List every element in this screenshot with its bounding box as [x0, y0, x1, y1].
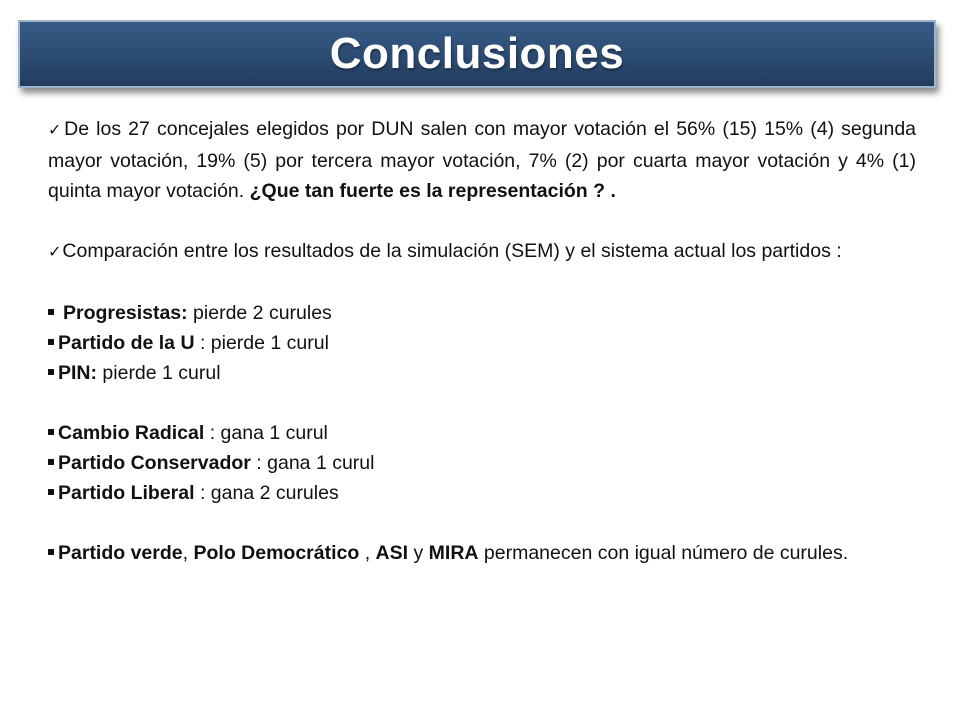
list-item-gain	[48, 448, 916, 478]
party-result: pierde 1 curul	[97, 362, 221, 384]
page-title: Conclusiones	[329, 29, 625, 78]
separator-text: y	[408, 542, 429, 564]
party-result: : gana 1 curul	[204, 422, 328, 444]
square-bullet-icon	[48, 549, 54, 555]
list-item-gain	[48, 478, 916, 508]
square-bullet-icon	[48, 339, 54, 345]
separator-text: ,	[359, 542, 376, 564]
separator-text: ,	[182, 542, 194, 564]
paragraph-votes-question: ¿Que tan fuerte es la representación ? .	[249, 180, 616, 202]
party-name: MIRA	[428, 542, 479, 564]
party-result: : pierde 1 curul	[194, 332, 329, 354]
square-bullet-icon	[48, 309, 54, 315]
paragraph-comparison-text: Comparación entre los resultados de la simulación (SEM) y el sistema actual los partidos :	[62, 240, 842, 262]
party-name: Partido Conservador	[58, 452, 251, 474]
paragraph-votes	[48, 114, 916, 206]
party-name: Cambio Radical	[58, 422, 205, 444]
title-banner	[18, 20, 936, 88]
list-item-loss	[48, 358, 916, 388]
square-bullet-icon	[48, 369, 54, 375]
party-name: Polo Democrático	[193, 542, 360, 564]
list-item-loss	[48, 298, 916, 328]
paragraph-votes-text: De los 27 concejales elegidos por DUN salen con mayor votación el 56% (15) 15% (4) segunda mayor votación, 19% (5) por tercera mayor votación, 7% (2) por cuarta mayor votación y 4% (1) quinta mayor votación.	[48, 118, 917, 202]
checkmark-icon: ✓	[48, 244, 62, 261]
square-bullet-icon	[48, 459, 54, 465]
party-name: ASI	[375, 542, 409, 564]
party-result: permanecen con igual número de curules.	[478, 542, 849, 564]
square-bullet-icon	[48, 489, 54, 495]
party-name: PIN:	[58, 362, 97, 384]
party-result: : gana 1 curul	[250, 452, 375, 474]
party-result: : gana 2 curules	[194, 482, 339, 504]
party-name: Partido Liberal	[58, 482, 195, 504]
party-result: pierde 2 curules	[187, 302, 332, 324]
paragraph-comparison	[48, 236, 916, 268]
content-body	[48, 114, 916, 568]
list-item-gain	[48, 418, 916, 448]
party-name: Partido verde	[58, 542, 183, 564]
party-name: Partido de la U	[58, 332, 195, 354]
checkmark-icon: ✓	[48, 122, 64, 139]
list-item-loss	[48, 328, 916, 358]
party-name: Progresistas:	[63, 302, 188, 324]
square-bullet-icon	[48, 429, 54, 435]
list-item-same	[48, 538, 916, 568]
